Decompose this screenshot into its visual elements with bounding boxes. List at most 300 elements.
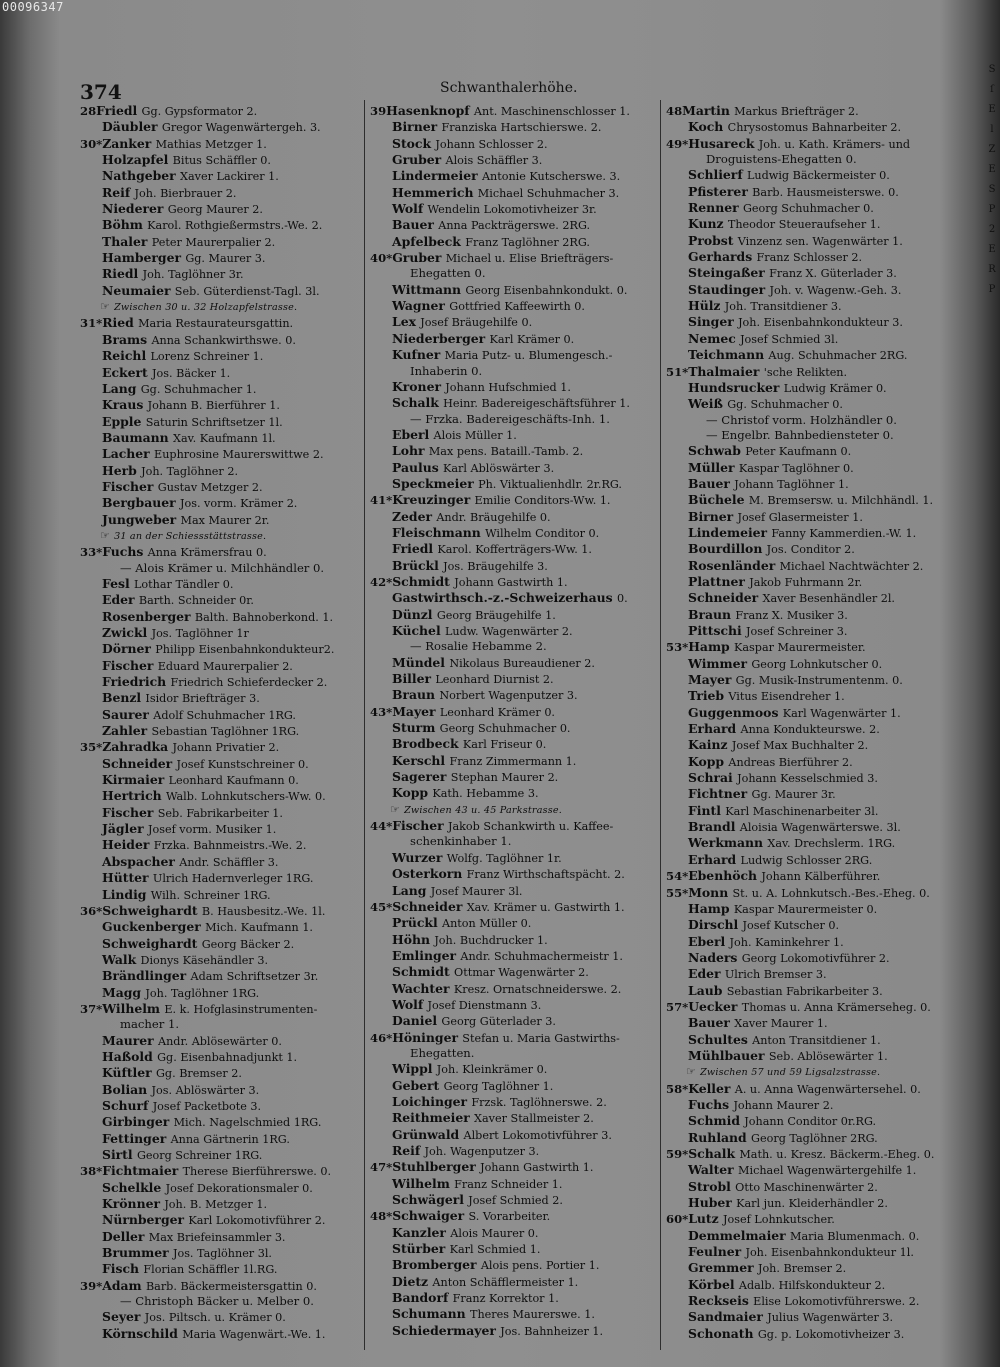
resident-surname: Fichtner bbox=[688, 786, 752, 802]
directory-entry bbox=[666, 590, 962, 606]
directory-entry bbox=[666, 1081, 962, 1097]
resident-details: Kath. Hebamme 3. bbox=[432, 787, 539, 801]
directory-entry bbox=[370, 1274, 662, 1290]
directory-entry bbox=[370, 443, 662, 459]
directory-entry bbox=[80, 512, 380, 528]
directory-entry bbox=[666, 249, 962, 265]
resident-details: Josef Dienstmann 3. bbox=[427, 998, 542, 1012]
directory-entry bbox=[666, 119, 962, 135]
house-number: 43* bbox=[370, 704, 393, 719]
resident-details: Friedrich Schieferdecker 2. bbox=[170, 676, 328, 690]
page-edge-marks bbox=[986, 60, 998, 300]
resident-details: Franz X. Musiker 3. bbox=[735, 608, 848, 622]
street-note bbox=[80, 299, 380, 315]
directory-entry bbox=[370, 623, 662, 639]
resident-surname: Trieb bbox=[688, 688, 729, 704]
resident-surname: Wolf bbox=[392, 996, 428, 1012]
directory-entry bbox=[666, 623, 962, 639]
directory-entry bbox=[666, 868, 962, 884]
resident-surname: Braun bbox=[392, 687, 440, 703]
resident-details: Adam Schriftsetzer 3r. bbox=[190, 970, 319, 984]
directory-entry bbox=[80, 201, 380, 217]
resident-surname: Hamp bbox=[688, 900, 734, 916]
resident-details: Andr. Bräugehilfe 0. bbox=[436, 510, 551, 524]
resident-details: Joh. Transitdiener 3. bbox=[724, 300, 842, 314]
resident-details: Barb. Hausmeisterswe. 0. bbox=[752, 185, 899, 199]
directory-entry bbox=[666, 265, 962, 281]
resident-details: Heinr. Badereigeschäftsführer 1. bbox=[443, 397, 630, 411]
resident-details: Alois Maurer 0. bbox=[450, 1226, 539, 1240]
resident-details: Kresz. Ornatschneiderswe. 2. bbox=[453, 982, 622, 996]
resident-details: Gg. Maurer 3r. bbox=[751, 788, 836, 802]
directory-entry bbox=[80, 1163, 380, 1179]
resident-details: Joh. Taglöhner 2. bbox=[141, 464, 238, 478]
directory-entry bbox=[370, 1030, 662, 1046]
resident-details: Joh. Taglöhner 1RG. bbox=[145, 986, 260, 1000]
resident-details: Andr. Ablösewärter 0. bbox=[158, 1034, 282, 1048]
directory-entry bbox=[666, 639, 962, 655]
resident-surname: Brams bbox=[102, 331, 152, 347]
directory-entry bbox=[80, 495, 380, 511]
resident-surname: Naders bbox=[688, 949, 742, 965]
resident-surname: Lex bbox=[392, 314, 421, 330]
resident-details: Georg Eisenbahnkondukt. 0. bbox=[465, 283, 628, 297]
resident-details: Joh. Eisenbahnkondukteur 3. bbox=[738, 316, 903, 330]
house-number: 39* bbox=[80, 1278, 103, 1293]
resident-details: Leonhard Diurnist 2. bbox=[435, 673, 554, 687]
resident-details: Wolfg. Taglöhner 1r. bbox=[446, 851, 562, 865]
directory-entry bbox=[666, 819, 962, 835]
resident-details: Antonie Kutscherswe. 3. bbox=[481, 170, 621, 184]
directory-entry bbox=[666, 216, 962, 232]
resident-surname: Lindemeier bbox=[688, 524, 772, 540]
resident-details: Gustav Metzger 2. bbox=[157, 480, 263, 494]
directory-entry bbox=[80, 658, 380, 674]
resident-details: Xaver Lackirer 1. bbox=[180, 170, 279, 184]
resident-details: Anton Transitdiener 1. bbox=[752, 1033, 881, 1047]
resident-details: Fanny Kammerdien.-W. 1. bbox=[771, 526, 917, 540]
resident-details: Barb. Bäckermeistersgattin 0. bbox=[145, 1279, 317, 1293]
directory-entry bbox=[80, 1131, 380, 1147]
resident-surname: Brändlinger bbox=[102, 968, 191, 984]
resident-details: Gg. Schuhmacher 1. bbox=[140, 382, 257, 396]
directory-entry bbox=[666, 1162, 962, 1178]
directory-entry bbox=[80, 870, 380, 886]
directory-entry bbox=[80, 837, 380, 853]
house-number: 48* bbox=[370, 1209, 393, 1224]
resident-details: S. Vorarbeiter. bbox=[468, 1210, 551, 1224]
directory-entry bbox=[666, 917, 962, 933]
resident-details: Franz Wirthschaftspächt. 2. bbox=[466, 868, 625, 882]
resident-surname: Eberl bbox=[688, 933, 730, 949]
resident-surname: Zahler bbox=[102, 723, 152, 739]
resident-details: Jos. Ablöswärter 3. bbox=[151, 1083, 260, 1097]
resident-details: Walb. Lohnkutschers-Ww. 0. bbox=[165, 790, 326, 804]
resident-details: Mich. Nagelschmied 1RG. bbox=[173, 1116, 322, 1130]
directory-entry bbox=[666, 184, 962, 200]
resident-surname: Brandl bbox=[688, 819, 740, 835]
resident-surname: Fischer bbox=[102, 478, 158, 494]
resident-details: Ant. Maschinenschlosser 1. bbox=[473, 105, 630, 118]
directory-entry bbox=[666, 1309, 962, 1325]
resident-surname: Brodbeck bbox=[392, 736, 463, 752]
directory-entry bbox=[666, 476, 962, 492]
directory-entry bbox=[370, 234, 662, 250]
directory-entry bbox=[80, 1229, 380, 1245]
resident-surname: Sirtl bbox=[102, 1147, 137, 1162]
directory-entry bbox=[80, 1261, 380, 1277]
resident-surname: Wagner bbox=[392, 298, 450, 314]
continuation-line: Droguistens-Ehegatten 0. bbox=[706, 152, 857, 167]
directory-entry bbox=[370, 282, 662, 298]
directory-entry bbox=[666, 492, 962, 508]
resident-surname: Bergbauer bbox=[102, 495, 180, 511]
directory-entry bbox=[370, 541, 662, 557]
directory-entry bbox=[80, 952, 380, 968]
resident-surname: Schneider bbox=[102, 755, 177, 771]
directory-entry bbox=[370, 704, 662, 720]
resident-surname: Gruber bbox=[392, 152, 446, 168]
house-number: 42* bbox=[370, 574, 393, 589]
resident-details: Norbert Wagenputzer 3. bbox=[439, 689, 578, 703]
resident-details: Barth. Schneider 0r. bbox=[138, 594, 254, 608]
resident-details: Maria Putz- u. Blumengesch.- bbox=[444, 349, 613, 363]
house-number: 49* bbox=[666, 136, 689, 151]
directory-entry bbox=[80, 217, 380, 233]
directory-entry bbox=[666, 396, 962, 412]
directory-entry bbox=[370, 152, 662, 168]
resident-details: Jos. Piltsch. u. Krämer 0. bbox=[144, 1311, 286, 1325]
directory-entry bbox=[80, 985, 380, 1001]
directory-entry bbox=[370, 785, 662, 801]
edge-mark-glyph: S bbox=[988, 184, 996, 195]
resident-surname: Schultes bbox=[688, 1031, 753, 1047]
resident-surname: Däubler bbox=[102, 119, 162, 135]
resident-details: Lothar Tändler 0. bbox=[134, 577, 234, 591]
resident-surname: Birner bbox=[392, 119, 442, 135]
directory-entry bbox=[370, 492, 662, 508]
resident-surname: Lindermeier bbox=[392, 168, 482, 184]
resident-surname: Wurzer bbox=[392, 849, 447, 865]
resident-details: Philipp Eisenbahnkondukteur2. bbox=[155, 643, 335, 657]
directory-entry bbox=[370, 687, 662, 703]
resident-surname: Gerhards bbox=[688, 249, 757, 265]
resident-surname: Schrai bbox=[688, 770, 738, 786]
resident-surname: Zahradka bbox=[102, 739, 173, 755]
resident-surname: Pittschi bbox=[688, 623, 747, 638]
directory-entry bbox=[666, 233, 962, 249]
resident-surname: Reif bbox=[392, 1143, 425, 1158]
resident-details: Franz Zimmermann 1. bbox=[449, 754, 577, 768]
resident-surname: Paulus bbox=[392, 459, 444, 475]
resident-details: Karl Ablöswärter 3. bbox=[443, 461, 555, 475]
resident-details: Joh. Bierbrauer 2. bbox=[134, 186, 237, 200]
resident-surname: Koch bbox=[688, 119, 728, 135]
resident-surname: Kufner bbox=[392, 347, 445, 363]
resident-details: Alois Schäffler 3. bbox=[445, 154, 543, 168]
directory-entry bbox=[80, 903, 380, 919]
resident-details: Johann Taglöhner 1. bbox=[734, 477, 849, 491]
directory-entry bbox=[370, 753, 662, 769]
resident-details: Karl Lokomotivführer 2. bbox=[188, 1214, 326, 1228]
resident-surname: Mayer bbox=[688, 672, 736, 688]
resident-surname: Saurer bbox=[102, 706, 154, 722]
resident-surname: Jungweber bbox=[102, 511, 181, 527]
directory-entry bbox=[370, 1257, 662, 1273]
pointing-hand-icon: ☞ bbox=[686, 1065, 697, 1079]
directory-entry bbox=[666, 167, 962, 183]
resident-surname: Wimmer bbox=[688, 655, 752, 671]
resident-surname: Magg bbox=[102, 984, 146, 1000]
resident-surname: Fuchs bbox=[102, 544, 148, 560]
directory-entry bbox=[370, 525, 662, 541]
resident-surname: Keller bbox=[688, 1080, 735, 1096]
directory-entry bbox=[80, 821, 380, 837]
directory-entry bbox=[80, 168, 380, 184]
resident-details: Josef Glasermeister 1. bbox=[737, 510, 863, 524]
directory-entry bbox=[370, 932, 662, 948]
directory-entry bbox=[370, 1078, 662, 1094]
resident-surname: Kopp bbox=[392, 785, 433, 801]
resident-surname: Friedrich bbox=[102, 674, 171, 690]
directory-entry bbox=[666, 803, 962, 819]
directory-entry bbox=[666, 737, 962, 753]
resident-surname: Lohr bbox=[392, 443, 429, 459]
directory-entry bbox=[370, 136, 662, 152]
directory-entry bbox=[80, 1180, 380, 1196]
resident-details: Franz Taglöhner 2RG. bbox=[465, 235, 590, 249]
resident-surname: Braun bbox=[688, 606, 736, 622]
resident-details: Thomas u. Anna Krämerseheg. 0. bbox=[741, 1000, 931, 1014]
directory-entry bbox=[666, 705, 962, 721]
directory-entry bbox=[370, 119, 662, 135]
resident-details: Math. u. Kresz. Bäckerm.-Eheg. 0. bbox=[739, 1148, 935, 1161]
resident-details: Gg. Musik-Instrumentenm. 0. bbox=[735, 674, 903, 688]
resident-surname: Fleischmann bbox=[392, 524, 486, 540]
directory-entry bbox=[80, 185, 380, 201]
directory-entry bbox=[370, 1306, 662, 1322]
resident-details: Leonhard Kaufmann 0. bbox=[168, 774, 299, 788]
resident-surname: Jägler bbox=[102, 821, 148, 837]
resident-surname: Fischer bbox=[102, 804, 158, 820]
resident-surname: Küchel bbox=[392, 623, 445, 638]
resident-details: Josef Dekorationsmaler 0. bbox=[165, 1181, 313, 1195]
resident-surname: Zanker bbox=[102, 135, 156, 151]
resident-details: Jos. vorm. Krämer 2. bbox=[179, 497, 298, 511]
resident-details: 0. bbox=[616, 592, 628, 606]
directory-entry bbox=[666, 835, 962, 851]
directory-entry bbox=[80, 234, 380, 250]
edge-mark-glyph: E bbox=[988, 164, 996, 175]
resident-details: Ph. Viktualienhdlr. 2r.RG. bbox=[478, 477, 622, 491]
resident-details: Frzsk. Taglöhnerswe. 2. bbox=[471, 1095, 607, 1109]
directory-entry bbox=[80, 397, 380, 413]
resident-details: Peter Kaufmann 0. bbox=[745, 445, 852, 459]
house-number: 51* bbox=[666, 364, 689, 379]
directory-entry bbox=[666, 672, 962, 688]
directory-entry bbox=[80, 609, 380, 625]
directory-entry bbox=[80, 463, 380, 479]
house-number: 60* bbox=[666, 1212, 689, 1227]
resident-surname: Schwab bbox=[688, 443, 746, 459]
resident-details: M. Bremsersw. u. Milchhändl. 1. bbox=[748, 494, 934, 508]
resident-surname: Teichmann bbox=[688, 347, 769, 363]
house-number: 55* bbox=[666, 885, 689, 900]
resident-surname: Singer bbox=[688, 314, 739, 330]
resident-details: Markus Briefträger 2. bbox=[734, 105, 859, 118]
resident-details: Peter Maurerpalier 2. bbox=[151, 235, 276, 249]
resident-surname: Ried bbox=[102, 315, 139, 331]
resident-surname: Renner bbox=[688, 200, 743, 216]
directory-entry bbox=[370, 1110, 662, 1126]
directory-entry bbox=[80, 887, 380, 903]
directory-entry bbox=[370, 347, 662, 363]
resident-surname: Maurer bbox=[102, 1032, 159, 1048]
resident-surname: Eckert bbox=[102, 364, 153, 380]
resident-surname: Walter bbox=[688, 1162, 739, 1178]
resident-details: Karl jun. Kleiderhändler 2. bbox=[736, 1197, 888, 1211]
resident-details: B. Hausbesitz.-We. 1l. bbox=[201, 904, 326, 918]
resident-surname: Krönner bbox=[102, 1196, 165, 1212]
resident-surname: Haßold bbox=[102, 1048, 158, 1064]
resident-surname: Kanzler bbox=[392, 1224, 451, 1240]
directory-entry bbox=[666, 331, 962, 347]
continuation-line: — Christoph Bäcker u. Melber 0. bbox=[120, 1294, 314, 1309]
directory-entry bbox=[666, 314, 962, 330]
resident-surname: Stuhlberger bbox=[392, 1159, 481, 1175]
directory-entry bbox=[666, 934, 962, 950]
resident-surname: Lindig bbox=[102, 886, 151, 902]
resident-surname: Schelkle bbox=[102, 1179, 166, 1195]
resident-surname: Strobl bbox=[688, 1178, 736, 1194]
resident-surname: Dirschl bbox=[688, 917, 743, 933]
directory-entry bbox=[80, 641, 380, 657]
house-number: 35* bbox=[80, 740, 103, 755]
directory-entry bbox=[666, 1195, 962, 1211]
directory-entry bbox=[370, 1143, 662, 1159]
directory-column-left bbox=[80, 103, 380, 1342]
directory-entry bbox=[370, 331, 662, 347]
directory-entry bbox=[370, 476, 662, 492]
directory-entry bbox=[80, 707, 380, 723]
directory-entry bbox=[80, 1245, 380, 1261]
resident-details: A. u. Anna Wagenwärtersehel. 0. bbox=[734, 1082, 921, 1096]
resident-surname: Sturm bbox=[392, 720, 440, 736]
resident-surname: Schumann bbox=[392, 1306, 470, 1322]
resident-surname: Speckmeier bbox=[392, 475, 479, 491]
continuation-line: — Alois Krämer u. Milchhändler 0. bbox=[120, 560, 325, 575]
street-note bbox=[666, 1064, 962, 1080]
directory-entry bbox=[80, 152, 380, 168]
resident-details: Xaver Maurer 1. bbox=[734, 1017, 828, 1031]
resident-surname: Biller bbox=[392, 671, 436, 687]
street-note-text: 31 an der Schiessstättstrasse. bbox=[114, 530, 267, 542]
resident-surname: Schweighardt bbox=[102, 935, 202, 951]
resident-surname: Schiedermayer bbox=[392, 1322, 501, 1338]
directory-entry bbox=[80, 136, 380, 152]
house-number: 59* bbox=[666, 1147, 689, 1161]
resident-details: Isidor Briefträger 3. bbox=[145, 692, 260, 706]
resident-surname: Ebenhöch bbox=[688, 868, 762, 884]
resident-surname: Nürnberger bbox=[102, 1212, 189, 1228]
pointing-hand-icon: ☞ bbox=[100, 300, 111, 314]
resident-surname: Fischer bbox=[102, 657, 158, 673]
directory-entry bbox=[370, 769, 662, 785]
resident-surname: Thalmaier bbox=[688, 363, 764, 379]
resident-surname: Fettinger bbox=[102, 1130, 171, 1146]
directory-entry bbox=[80, 968, 380, 984]
resident-surname: Bourdillon bbox=[688, 541, 767, 557]
directory-entry bbox=[666, 1048, 962, 1064]
resident-details: Anna Kondukteurswe. 2. bbox=[740, 723, 880, 737]
resident-surname: Stürber bbox=[392, 1241, 450, 1257]
resident-details: Xav. Kaufmann 1l. bbox=[172, 431, 276, 445]
directory-entry bbox=[370, 314, 662, 330]
directory-entry bbox=[666, 1277, 962, 1293]
directory-entry bbox=[370, 997, 662, 1013]
resident-surname: Kroner bbox=[392, 378, 446, 394]
resident-surname: Erhard bbox=[688, 851, 741, 867]
resident-details: Joh. v. Wagenw.-Geh. 3. bbox=[769, 283, 902, 297]
running-head: Schwanthalerhöhe. bbox=[440, 80, 578, 96]
resident-details: Adolf Schuhmacher 1RG. bbox=[153, 708, 296, 722]
resident-details: Joh. Wagenputzer 3. bbox=[424, 1145, 540, 1158]
directory-entry bbox=[370, 168, 662, 184]
resident-details: Gg. Maurer 3. bbox=[185, 252, 266, 266]
resident-details: Seb. Fabrikarbeiter 1. bbox=[157, 806, 283, 820]
resident-details: Ludw. Wagenwärter 2. bbox=[444, 625, 573, 638]
resident-details: Kaspar Maurermeister 0. bbox=[733, 902, 878, 916]
resident-surname: Nathgeber bbox=[102, 168, 181, 184]
directory-entry bbox=[666, 298, 962, 314]
directory-entry bbox=[370, 460, 662, 476]
resident-details: Saturin Schriftsetzer 1l. bbox=[145, 415, 283, 429]
resident-surname: Lutz bbox=[688, 1211, 723, 1227]
resident-surname: Kirmaier bbox=[102, 772, 169, 788]
house-number: 58* bbox=[666, 1081, 689, 1096]
resident-details: Franz Schneider 1. bbox=[454, 1177, 563, 1191]
directory-entry bbox=[666, 786, 962, 802]
resident-surname: Apfelbeck bbox=[392, 233, 466, 249]
resident-details: Bitus Schäffler 0. bbox=[172, 154, 271, 168]
directory-entry bbox=[80, 936, 380, 952]
resident-surname: Birner bbox=[688, 508, 738, 524]
resident-details: Theres Maurerswe. 1. bbox=[469, 1308, 595, 1322]
directory-entry bbox=[666, 770, 962, 786]
resident-surname: Dünzl bbox=[392, 606, 437, 622]
resident-surname: Prückl bbox=[392, 915, 443, 931]
resident-surname: Steingaßer bbox=[688, 265, 770, 281]
directory-entry bbox=[370, 1208, 662, 1224]
edge-mark-glyph: P bbox=[988, 204, 996, 215]
resident-surname: Abspacher bbox=[102, 853, 180, 869]
resident-details: Lorenz Schreiner 1. bbox=[150, 350, 264, 364]
edge-mark-glyph: 2 bbox=[988, 224, 996, 235]
resident-surname: Schneider bbox=[392, 898, 467, 914]
resident-details: Karl Wagenwärter 1. bbox=[782, 706, 901, 720]
resident-surname: Gastwirthsch.-z.-Schweizerhaus bbox=[392, 590, 617, 606]
resident-details: Ludwig Krämer 0. bbox=[783, 381, 887, 395]
directory-entry bbox=[666, 1326, 962, 1342]
directory-entry bbox=[80, 805, 380, 821]
directory-entry bbox=[80, 1065, 380, 1081]
directory-entry bbox=[666, 443, 962, 459]
resident-surname: Probst bbox=[688, 232, 738, 248]
directory-entry bbox=[80, 690, 380, 706]
resident-details: Michael Nachtwächter 2. bbox=[779, 559, 924, 573]
resident-surname: Brückl bbox=[392, 557, 444, 573]
directory-entry bbox=[370, 1159, 662, 1175]
